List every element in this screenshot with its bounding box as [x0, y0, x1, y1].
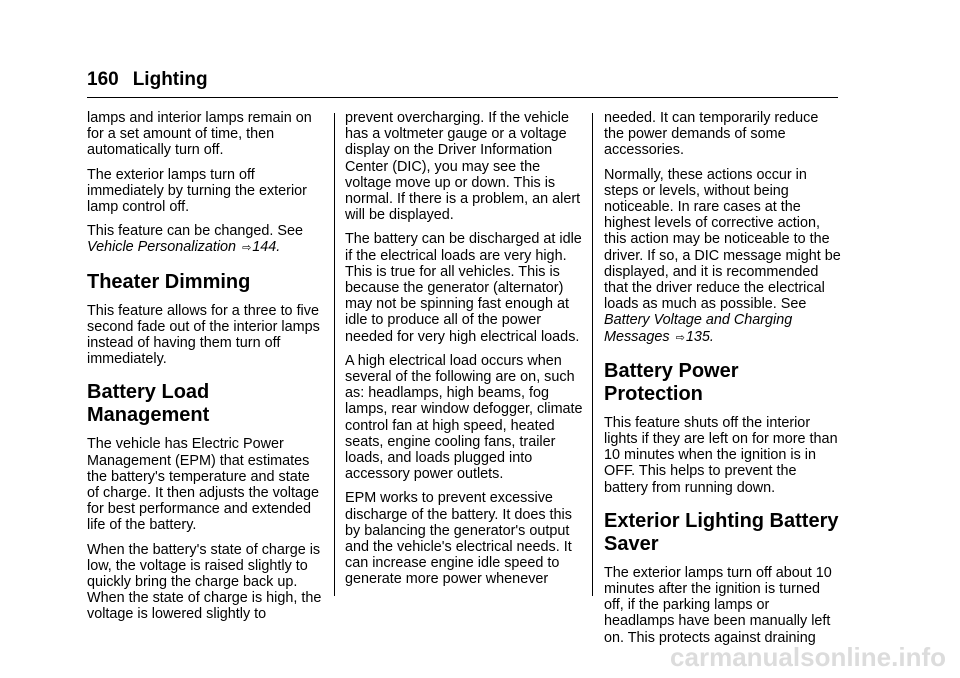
body-paragraph: The battery can be discharged at idle if the electrical loads are very high. This is true for all vehicles. This is because the generator (alternator) may not be spinning fast enough at idle to produce all of the power needed for very high electrical loads.	[345, 231, 582, 345]
text-column-3	[604, 110, 842, 654]
cross-reference-arrow-icon: ⇨	[242, 242, 252, 255]
column-divider	[592, 113, 593, 596]
cross-reference-arrow-icon: ⇨	[675, 331, 685, 344]
watermark-text: carmanualsonline.info	[670, 642, 946, 672]
body-paragraph: The exterior lamps turn off immediately by turning the exterior lamp control off.	[87, 166, 307, 216]
cross-reference-link[interactable]: Vehicle Personalization	[87, 239, 237, 256]
page-header	[87, 68, 208, 92]
cross-reference-link[interactable]: Battery Voltage and Charging Messages	[604, 312, 793, 345]
section-heading-battery-power-protection: Battery Power Protection	[604, 359, 739, 405]
text-column-2	[345, 110, 583, 596]
section-heading-exterior-lighting-battery-saver: Exterior Lighting Battery Saver	[604, 509, 839, 555]
page-number: 160	[87, 69, 119, 90]
header-divider	[87, 97, 838, 98]
text-column-1	[87, 110, 325, 631]
body-paragraph	[604, 167, 842, 346]
body-paragraph: EPM works to prevent excessive discharge of the battery. It does this by balancing the generator's output and the vehicle's electrical needs. It can increase engine idle speed to generate more power whenever	[345, 490, 572, 588]
cross-reference-page[interactable]: 144.	[252, 239, 281, 256]
body-paragraph: A high electrical load occurs when several of the following are on, such as: headlamps, high beams, fog lamps, rear window defogger, climate control fan at high speed, heated seats, engine cooling fans, trailer loads, and loads plugged into accessory power outlets.	[345, 352, 583, 483]
body-paragraph: This feature shuts off the interior lights if they are left on for more than 10 minutes when the ignition is in OFF. This helps to prevent the battery from running down.	[604, 414, 838, 496]
section-title: Lighting	[132, 69, 208, 90]
section-heading-theater-dimming: Theater Dimming	[87, 270, 251, 293]
paragraph-text: Normally, these actions occur in steps or levels, without being noticeable. In rare cases at the highest levels of corrective action, this action may be noticeable to the driver. If so, a DIC message might be displayed, and it is recommended that the driver reduce the electrical loads as much as possible. See	[604, 166, 841, 313]
body-paragraph: When the battery's state of charge is low, the voltage is raised slightly to quickly bring the charge back up. When the state of charge is high, the voltage is lowered slightly to	[87, 541, 322, 623]
cross-reference-page[interactable]: 135.	[685, 328, 714, 345]
body-paragraph: needed. It can temporarily reduce the power demands of some accessories.	[604, 110, 819, 159]
paragraph-text: This feature can be changed. See	[87, 223, 304, 240]
body-paragraph: prevent overcharging. If the vehicle has a voltmeter gauge or a voltage display on the Driver Information Center (DIC), you may see the voltage move up or down. This is normal. If there is a problem, an alert will be displayed.	[345, 110, 581, 224]
body-paragraph: This feature allows for a three to five second fade out of the interior lamps instead of having them turn off immediately.	[87, 302, 320, 368]
section-heading-battery-load-management: Battery Load Management	[87, 381, 210, 427]
body-paragraph: lamps and interior lamps remain on for a set amount of time, then automatically turn off.	[87, 110, 312, 159]
body-paragraph: The exterior lamps turn off about 10 minutes after the ignition is turned off, if the parking lamps or headlamps have been manually left on. This protects against draining	[604, 564, 832, 646]
column-divider	[334, 113, 335, 596]
body-paragraph: The vehicle has Electric Power Management (EPM) that estimates the battery's temperature and state of charge. It then adjusts the voltage for best performance and extended life of the battery.	[87, 436, 319, 534]
body-paragraph	[87, 223, 325, 256]
